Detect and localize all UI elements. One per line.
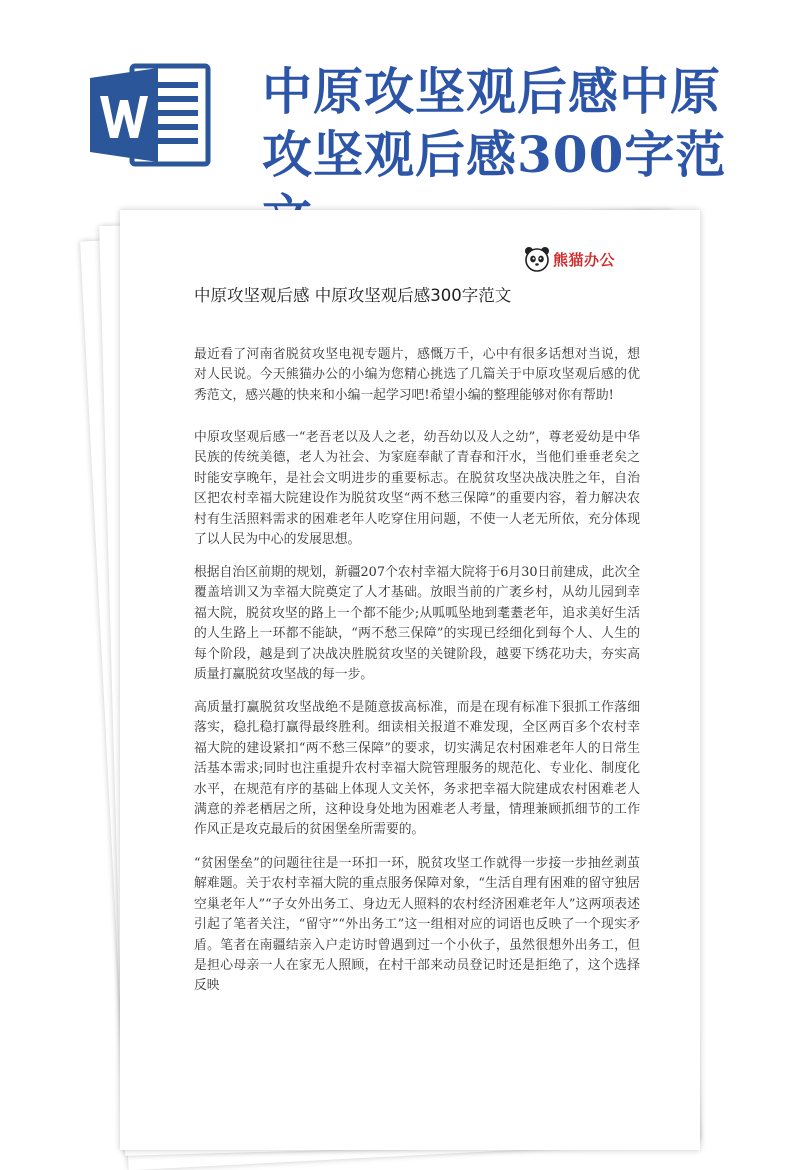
paragraph: 最近看了河南省脱贫攻坚电视专题片，感慨万千，心中有很多话想对当说，想对人民说。今天熊猫办公的小编为您精心挑选了几篇关于中原攻坚观后感的优秀范文，感兴趣的快来和小编一起学习吧!希望小编的整理能够对你有帮助! xyxy=(194,347,640,403)
word-icon xyxy=(88,60,214,170)
panda-icon xyxy=(524,246,550,272)
brand-logo xyxy=(524,244,615,274)
document-title: 中原攻坚观后感 中原攻坚观后感300字范文 xyxy=(194,286,512,305)
paragraph: “贫困堡垒”的问题往往是一环扣一环，脱贫攻坚工作就得一步接一步抽丝剥茧解难题。关于农村幸福大院的重点服务保障对象，“生活自理有困难的留守独居空巢老年人”“子女外出务工、身边无人照料的农村经济困难老年人”这两项表述引起了笔者关注，“留守”“外出务工”这一组相对应的词语也反映了一个现实矛盾。笔者在南疆结亲入户走访时曾遇到过一个小伙子，虽然很想外出务工，但是担心母亲一人在家无人照顾，在村干部来动员登记时还是拒绝了，这个选择反映 xyxy=(194,856,640,994)
paragraph: 高质量打赢脱贫攻坚战绝不是随意拔高标准，而是在现有标准下狠抓工作落细落实，稳扎稳打赢得最终胜利。细读相关报道不难发现，全区两百多个农村幸福大院的建设紧扣“两不愁三保障”的要求，切实满足农村困难老年人的日常生活基本需求;同时也注重提升农村幸福大院管理服务的规范化、专业化、制度化水平，在规范有序的基础上体现人文关怀，务求把幸福大院建成农村困难老人满意的养老栖居之所，这种设身处地为困难老人考量，情理兼顾抓细节的工作作风正是攻克最后的贫困堡垒所需要的。 xyxy=(194,700,640,838)
paragraph: 根据自治区前期的规划，新疆207个农村幸福大院将于6月30日前建成，此次全覆盖培训又为幸福大院奠定了人才基础。放眼当前的广袤乡村，从幼儿园到幸福大院，脱贫攻坚的路上一个都不能少;从呱呱坠地到耄耋老年，追求美好生活的人生路上一环都不能缺，“两不愁三保障”的实现已经细化到每个人、人生的每个阶段，越是到了决战决胜脱贫攻坚的关键阶段，越要下绣花功夫，夯实高质量打赢脱贫攻坚战的每一步。 xyxy=(194,565,640,683)
paragraph: 中原攻坚观后感一“老吾老以及人之老，幼吾幼以及人之幼”，尊老爱幼是中华民族的传统美德，老人为社会、为家庭奉献了青春和汗水，当他们垂垂老矣之时能安享晚年，是社会文明进步的重要标志。在脱贫攻坚决战决胜之年，自治区把农村幸福大院建设作为脱贫攻坚“两不愁三保障”的重要内容，着力解决农村有生活照料需求的困难老年人吃穿住用问题，不使一人老无所依，充分体现了以人民为中心的发展思想。 xyxy=(194,430,640,548)
banner-title: 中原攻坚观后感中原攻坚观后感300字范 xyxy=(262,62,727,184)
brand-logo-text: 熊猫办公 xyxy=(553,250,616,269)
